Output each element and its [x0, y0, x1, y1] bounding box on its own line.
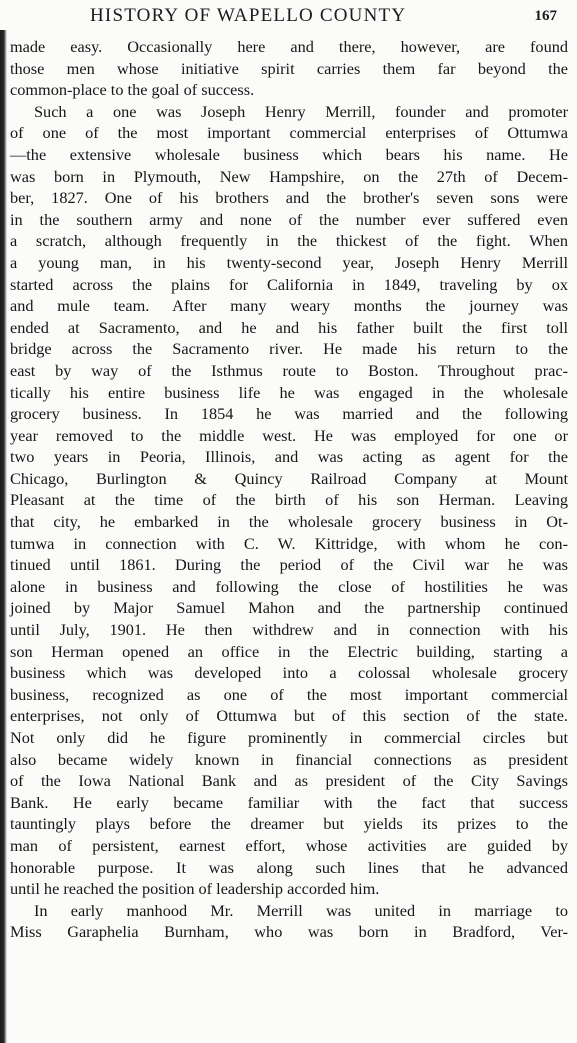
- text-line: business which was developed into a colossal wholesale grocery: [10, 663, 568, 683]
- text-line: business, recognized as one of the most important commercial: [10, 684, 568, 704]
- text-line: those men whose initiative spirit carries them far beyond the: [10, 58, 568, 78]
- text-line: son Herman opened an office in the Electric building, starting a: [10, 641, 568, 661]
- page-number: 167: [534, 8, 557, 24]
- text-line: Such a one was Joseph Henry Merrill, founder and promoter: [34, 101, 568, 121]
- text-line: a scratch, although frequently in the thickest of the fight. When: [10, 231, 568, 251]
- text-line: —the extensive wholesale business which bears his name. He: [10, 144, 568, 164]
- text-line: two years in Peoria, Illinois, and was acting as agent for the: [10, 447, 568, 467]
- text-line: grocery business. In 1854 he was married and the following: [10, 404, 568, 424]
- text-line: made easy. Occasionally here and there, however, are found: [10, 37, 568, 56]
- text-line: year removed to the middle west. He was employed for one or: [10, 425, 568, 445]
- text-line: Chicago, Burlington & Quincy Railroad Company at Mount: [10, 468, 568, 488]
- text-line: alone in business and following the close of hostilities he was: [10, 576, 568, 596]
- text-line: started across the plains for California in 1849, traveling by ox: [10, 274, 568, 294]
- text-line: until July, 1901. He then withdrew and in connection with his: [10, 620, 568, 640]
- text-line: Bank. He early became familiar with the fact that success: [10, 792, 568, 812]
- text-line: also became widely known in financial connections as president: [10, 749, 568, 769]
- text-line: in the southern army and none of the number ever suffered even: [10, 209, 568, 229]
- text-line: tumwa in connection with C. W. Kittridge, with whom he con-: [10, 533, 568, 553]
- text-line: tically his entire business life he was engaged in the wholesale: [10, 382, 568, 402]
- body-text: [10, 36, 568, 943]
- text-line: common-place to the goal of success.: [10, 80, 255, 100]
- text-line: honorable purpose. It was along such lines that he advanced: [10, 857, 568, 877]
- running-head: HISTORY OF WAPELLO COUNTY: [90, 5, 407, 26]
- text-line: a young man, in his twenty-second year, Joseph Henry Merrill: [10, 252, 568, 272]
- text-line: until he reached the position of leadership accorded him.: [10, 879, 380, 899]
- text-line: and mule team. After many weary months the journey was: [10, 296, 568, 316]
- text-line: of one of the most important commercial enterprises of Ottumwa: [10, 123, 568, 143]
- page-binding-edge: [0, 30, 7, 1043]
- text-line: Pleasant at the time of the birth of his son Herman. Leaving: [10, 490, 568, 510]
- text-line: In early manhood Mr. Merrill was united in marriage to: [34, 900, 568, 920]
- text-line: Miss Garaphelia Burnham, who was born in Bradford, Ver-: [10, 922, 568, 942]
- text-line: enterprises, not only of Ottumwa but of this section of the state.: [10, 706, 568, 726]
- text-line: bridge across the Sacramento river. He made his return to the: [10, 339, 568, 359]
- text-line: tinued until 1861. During the period of the Civil war he was: [10, 555, 568, 575]
- text-line: tauntingly plays before the dreamer but yields its prizes to the: [10, 814, 568, 834]
- text-line: was born in Plymouth, New Hampshire, on the 27th of Decem-: [10, 166, 568, 186]
- text-line: joined by Major Samuel Mahon and the partnership continued: [10, 598, 568, 618]
- text-line: ber, 1827. One of his brothers and the brother's seven sons were: [10, 188, 568, 208]
- text-line: ended at Sacramento, and he and his father built the first toll: [10, 317, 568, 337]
- text-line: of the Iowa National Bank and as president of the City Savings: [10, 771, 568, 791]
- text-line: man of persistent, earnest effort, whose activities are guided by: [10, 835, 568, 855]
- text-line: that city, he embarked in the wholesale grocery business in Ot-: [10, 512, 568, 532]
- text-line: Not only did he figure prominently in commercial circles but: [10, 728, 568, 747]
- text-line: east by way of the Isthmus route to Boston. Throughout prac-: [10, 360, 568, 380]
- page-header: [0, 4, 577, 28]
